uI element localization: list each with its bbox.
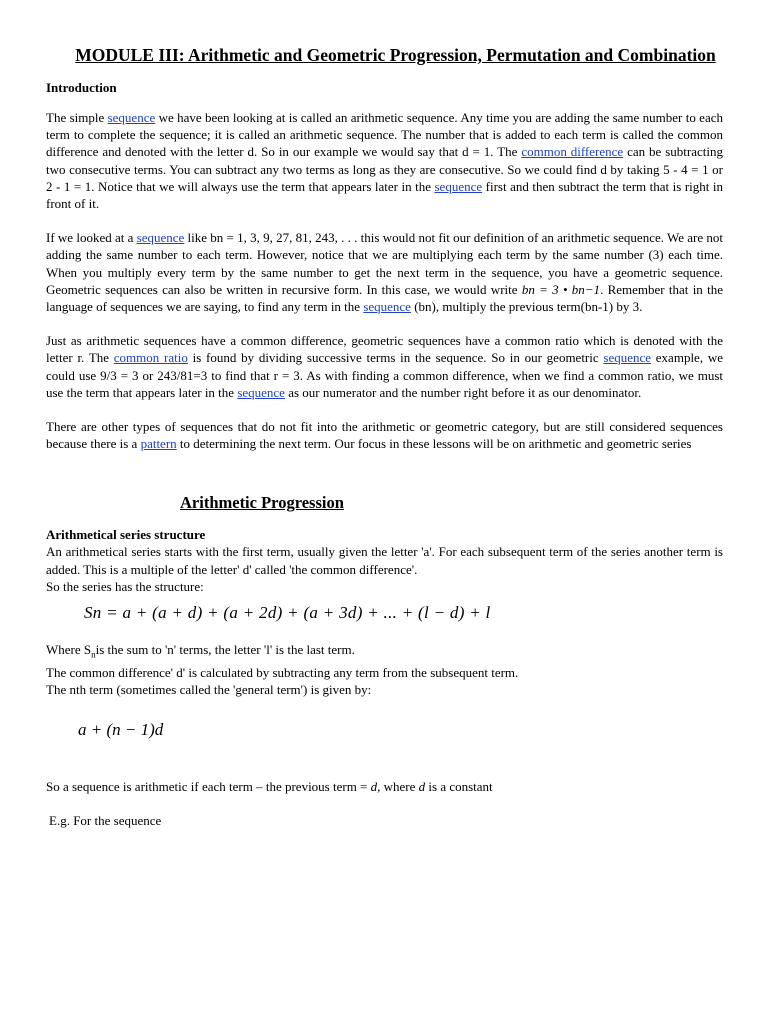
sum-definition-line: Where $S_nis$ the sum to 'n' terms, the letter 'l' is the last term. [46, 642, 355, 660]
sequence-link[interactable]: sequence [237, 384, 285, 400]
pattern-link[interactable]: pattern [140, 436, 177, 452]
module-title: MODULE III: Arithmetic and Geometric Progression, Permutation and Combination [75, 45, 716, 65]
introduction-heading: Introduction [46, 80, 117, 95]
nth-term-line: The nth term (sometimes called the 'general term') is given by: [46, 682, 372, 698]
intro-paragraph-1: The simple sequence we have been looking at is called an arithmetic sequence. Any time you are adding the same number to each term to complete the sequence; it is called an arithmetic sequence. The number that is added to each term is called the common difference and denoted with the letter d. So in our example we would say that d = 1. The common difference can be subtracting two consecutive terms. You can subtract any two terms as long as they are consecutive. So we could find d by taking 5 - 4 = 1 or 2 - 1 = 1. Notice that we will always use the term that appears later in the sequence first and then subtract the term that is right in front of it. [46, 110, 723, 212]
sequence-link[interactable]: sequence [107, 110, 156, 125]
common-difference-link[interactable]: common difference [521, 144, 624, 160]
sequence-link[interactable]: sequence [136, 230, 185, 246]
document-page [46, 44, 723, 830]
sequence-link[interactable]: sequence [363, 299, 411, 315]
sequence-link[interactable]: sequence [603, 350, 652, 366]
intro-paragraph-3: Just as arithmetic sequences have a common difference, geometric sequences have a common ratio which is denoted with the letter r. The common ratio is found by dividing successive terms in the sequence. So in our geometric sequence example, we could use 9/3 = 3 or 243/81=3 to find that r = 3. As with finding a common difference, when we find a common ratio, we must use the term that appears later in the sequence as our numerator and the number right before it as our denominator. [46, 333, 723, 400]
structure-intro-line: So the series has the structure: [46, 578, 204, 594]
intro-paragraph-2: If we looked at a sequence like bn = 1, 3, 9, 27, 81, 243, . . . this would not fit our definition of an arithmetic sequence. We are not adding the same number to each term. However, notice that we are multiplying each term by the same number (3) each time. When you multiply every term by the same number to get the next term in the sequence, you have a geometric sequence. Geometric sequences can also be written in recursive form. In this case, we would write bn = 3 • bn−1. Remember that in the language of sequences we are saying, to find any term in the sequence (bn), multiply the previous term(bn-1) by 3. [46, 230, 723, 315]
intro-paragraph-4: There are other types of sequences that do not fit into the arithmetic or geometric category, but are still considered sequences because there is a pattern to determining the next term. Our focus in these lessons will be on arithmetic and geometric series [46, 419, 723, 452]
common-difference-line: The common difference' d' is calculated by subtracting any term from the subsequent term. [46, 664, 519, 680]
series-structure-heading: Arithmetical series structure [46, 527, 206, 543]
recursive-formula: bn = 3 • bn−1 [521, 281, 601, 297]
series-formula: Sn = a + (a + d) + (a + 2d) + (a + 3d) + ... + (l − d) + l [84, 603, 491, 623]
common-ratio-link[interactable]: common ratio [113, 350, 188, 366]
nth-term-formula: a + (n − 1)d [78, 720, 164, 740]
series-paragraph: An arithmetical series starts with the first term, usually given the letter 'a'. For each subsequent term of the series another term is added. This is a multiple of the letter' d' called 'the common difference'. [46, 544, 723, 577]
arithmetic-definition-line: So a sequence is arithmetic if each term – the previous term = d, where d is a constant [46, 779, 493, 795]
example-line: E.g. For the sequence [49, 813, 162, 829]
arithmetic-progression-heading: Arithmetic Progression [180, 493, 344, 513]
sequence-link[interactable]: sequence [434, 178, 483, 194]
